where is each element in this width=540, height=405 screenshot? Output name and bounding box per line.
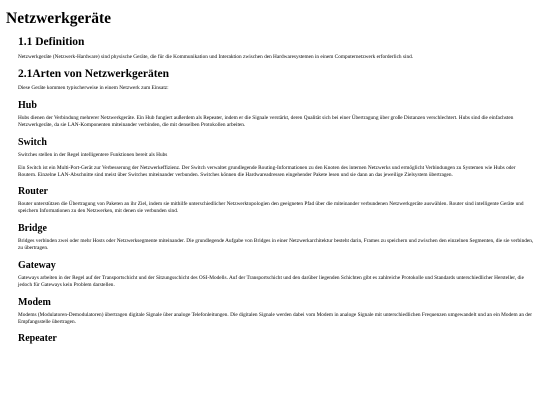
bridge-heading: Bridge: [18, 223, 47, 235]
switch-summary: Switches stellen in der Regel intelligentere Funktionen bereit als Hubs: [18, 151, 168, 158]
switch-heading: Switch: [18, 136, 47, 148]
bridge-text: Bridges verbinden zwei oder mehr Hosts oder Netzwerksegmente miteinander. Die grundlegende Aufgabe von Bridges in einer Netzwerkarchitektur besteht darin, Frames zu speichern und zwischen den einzelnen Segmenten, die sie verbinden, zu übertragen.: [18, 238, 534, 252]
repeater-heading: Repeater: [18, 333, 57, 345]
router-heading: Router: [18, 186, 48, 198]
modem-heading: Modem: [18, 296, 51, 308]
hub-heading: Hub: [18, 100, 37, 112]
router-text: Router unterstützen die Übertragung von Paketen an ihr Ziel, indem sie mithilfe unterschiedlicher Netzwerktopologien den geeigneten Pfad über die miteinander verbundenen Netzwerkgeräte auswählen. Router sind intelligente Geräte und speichern Informationen zu den Netzwerken, mit denen sie verbunden sind.: [18, 201, 524, 215]
modem-text: Modems (Modulatoren-Demodulatoren) übertragen digitale Signale über analoge Telefonleitungen. Die digitalen Signale werden dabei vom Modem in analoge Signale mit unterschiedlichen Frequenzen umgewandelt und an ein Modem an der Empfangsstelle übertragen.: [18, 311, 533, 325]
gateway-text: Gateways arbeiten in der Regel auf der Transportschicht und der Sitzungsschicht des OSI-Modells. Auf der Transportschicht und den darüber liegenden Schichten gibt es zahlreiche Protokolle und Standards unterschiedlicher Hersteller, die jedoch für Gateways kein Problem darstellen.: [18, 274, 524, 288]
definition-text: Netzwerkgeräte (Netzwerk-Hardware) sind physische Geräte, die für die Kommunikation und Interaktion zwischen den Hardwaresystemen in einem Computernetzwerk erforderlich sind.: [18, 53, 414, 60]
gateway-heading: Gateway: [18, 259, 56, 271]
switch-text: Ein Switch ist ein Multi-Port-Gerät zur Verbesserung der Netzwerkeffizienz. Der Switch verwaltet grundlegende Routing-Informationen zu den Knoten des internen Netzwerks und ermöglicht Verbindungen zu Systemen wie Hubs oder Routern. Einzelne LAN-Abschnitte sind meist über Switches miteinander verbunden. Switches können die Hardwareadressen eingehender Pakete lesen und sie dann an das jeweilige Zielsystem übertragen.: [18, 164, 516, 178]
definition-heading: 1.1 Definition: [18, 36, 85, 49]
arten-text: Diese Geräte kommen typischerweise in einem Netzwerk zum Einsatz:: [18, 85, 169, 92]
page-title: Netzwerkgeräte: [6, 10, 111, 27]
hub-text: Hubs dienen der Verbindung mehrerer Netzwerkgeräte. Ein Hub fungiert außerdem als Repeater, indem er die Signale verstärkt, deren Qualität sich bei einer Übertragung über große Distanzen verschlechtert. Hubs sind die einfachsten Netzwerkgeräte, da sie LAN-Komponenten miteinander verbinden, die mit denselben Protokollen arbeiten.: [18, 115, 514, 128]
arten-heading: 2.1Arten von Netzwerkgeräten: [18, 67, 170, 80]
